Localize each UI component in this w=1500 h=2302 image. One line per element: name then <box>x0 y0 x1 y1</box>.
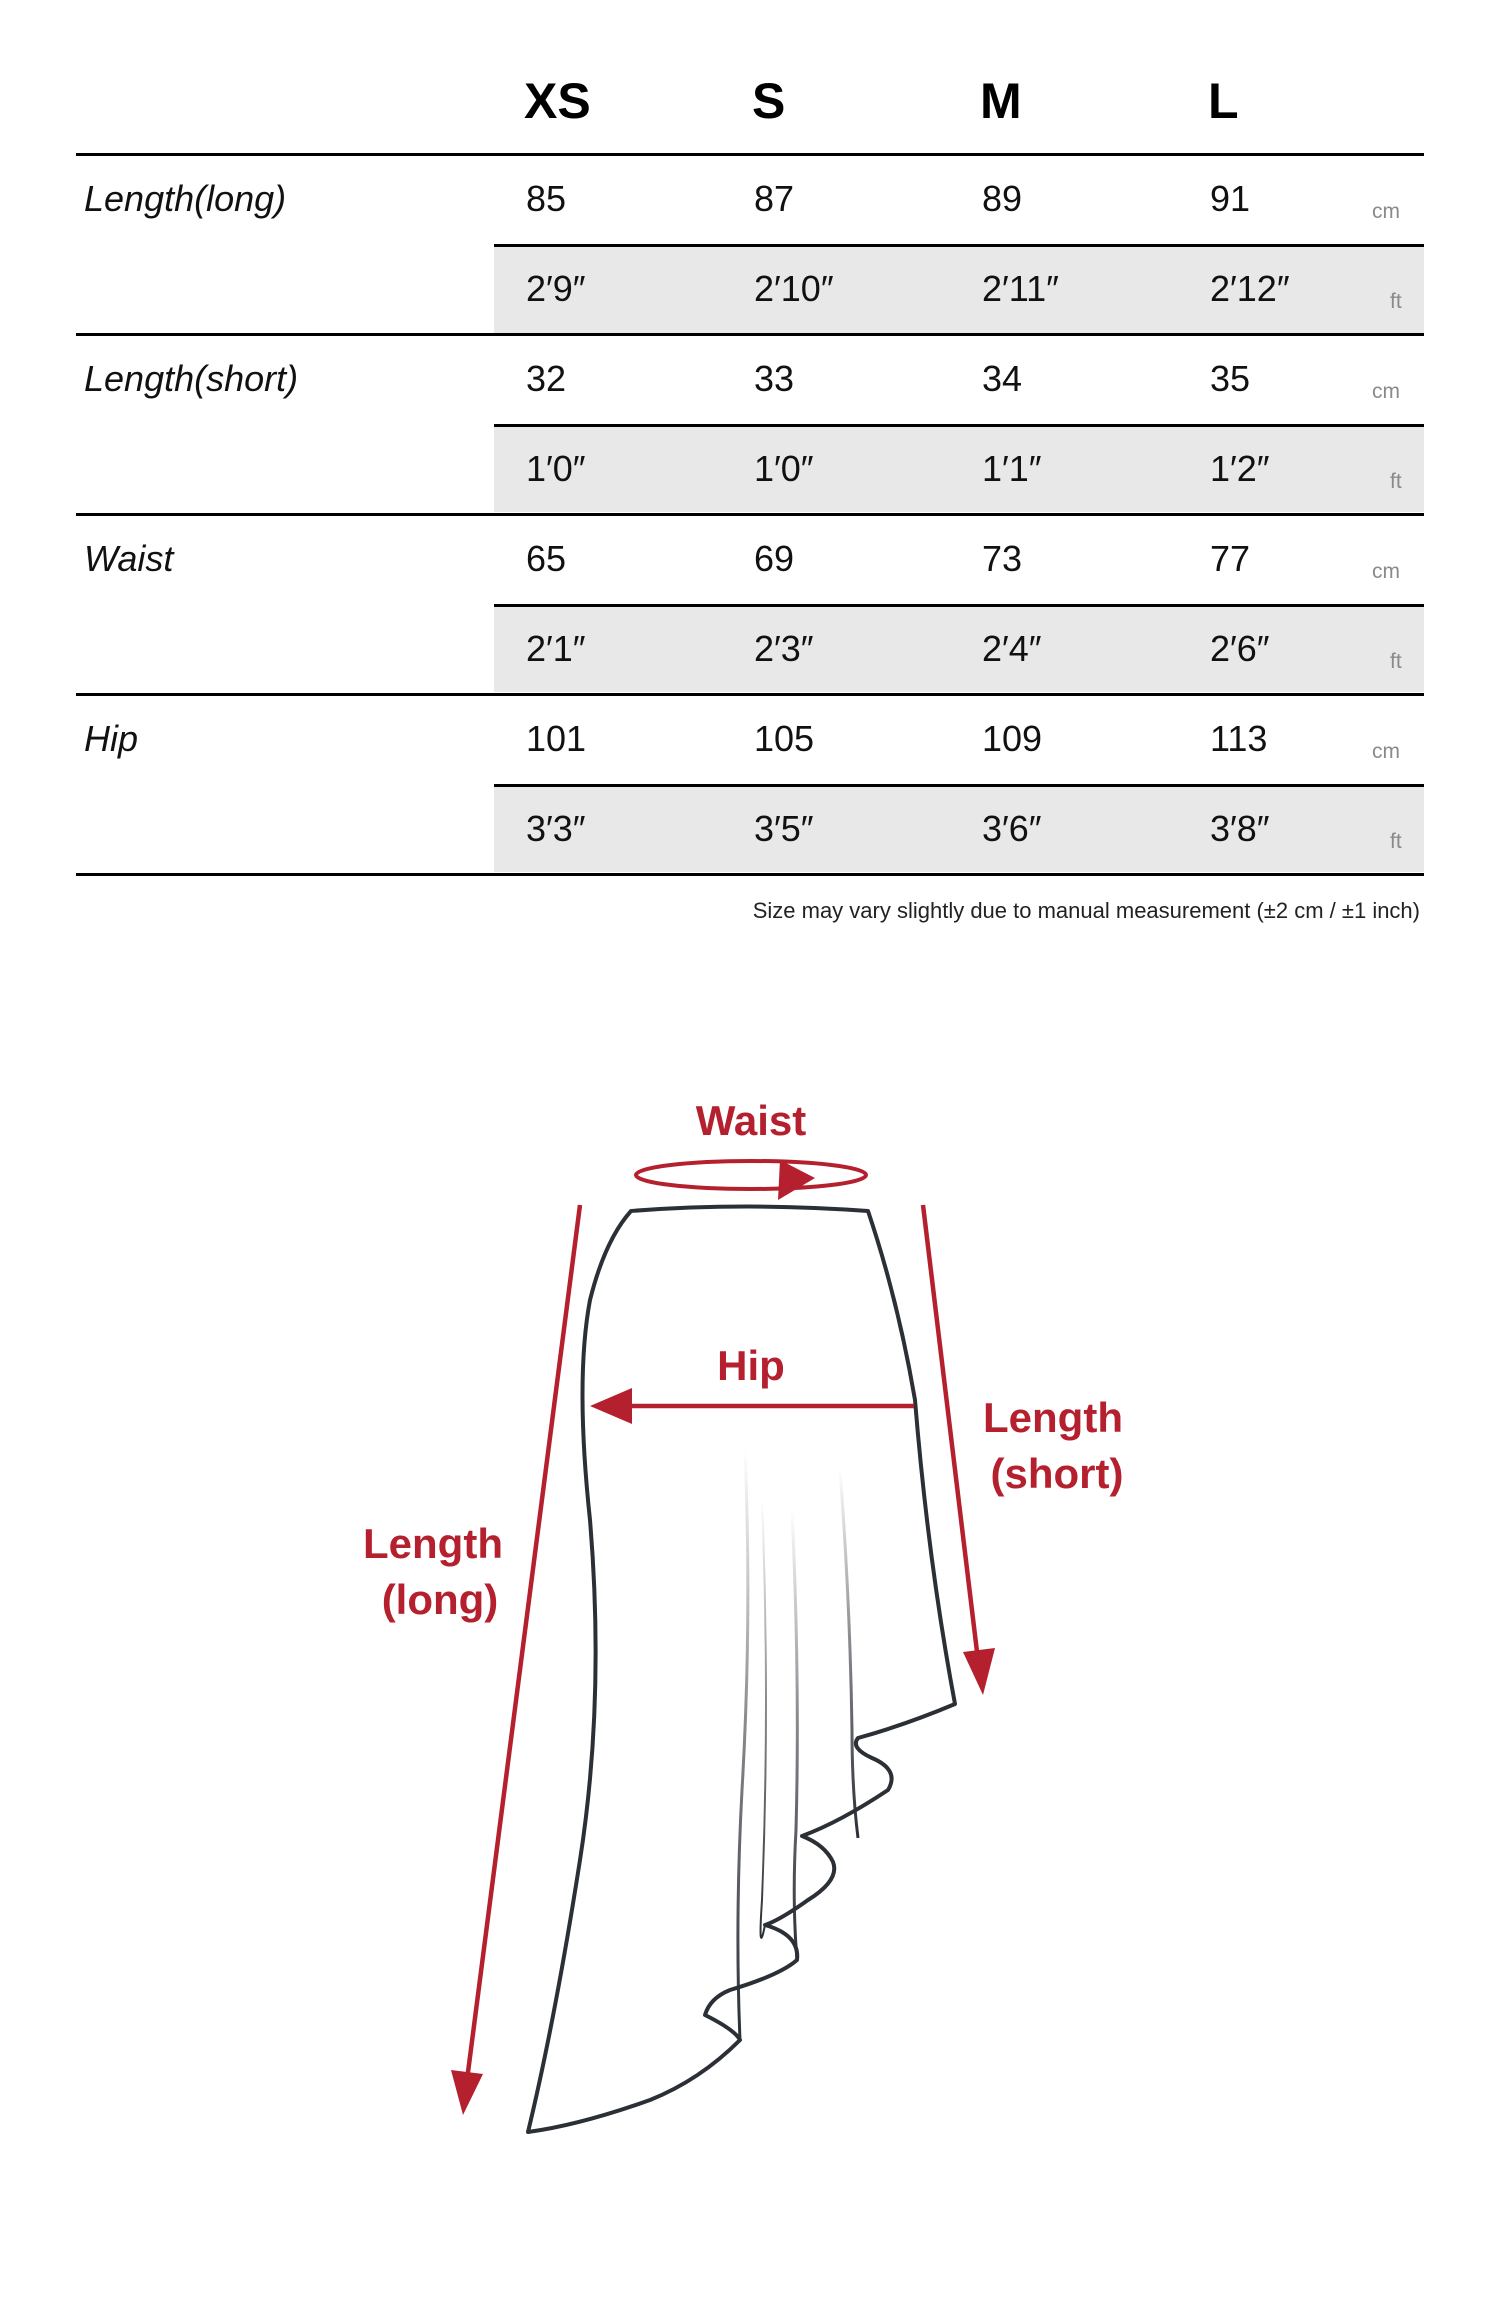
cell-cm: 109 <box>982 718 1043 759</box>
cell-ft: 1′2″ <box>1210 448 1270 489</box>
cell-ft: 1′1″ <box>982 448 1042 489</box>
cell-cm: 91 <box>1210 178 1251 219</box>
cell-ft: 1′0″ <box>526 448 586 489</box>
table-subrule <box>494 424 1424 427</box>
unit-cm: cm <box>1372 380 1400 403</box>
cell-cm: 33 <box>754 358 795 399</box>
length-long-label-line1: Length <box>363 1520 503 1567</box>
length-long-arrow-head <box>451 2070 483 2115</box>
cell-cm: 105 <box>754 718 815 759</box>
unit-cm: cm <box>1372 200 1400 223</box>
cell-ft: 2′11″ <box>982 268 1059 309</box>
size-header-s: S <box>752 73 786 129</box>
size-chart-table <box>0 0 1500 960</box>
table-rule <box>76 693 1424 696</box>
hip-label: Hip <box>717 1342 785 1389</box>
length-long-line <box>467 1205 580 2080</box>
cell-cm: 101 <box>526 718 587 759</box>
cell-cm: 73 <box>982 538 1023 579</box>
cell-ft: 3′6″ <box>982 808 1042 849</box>
cell-ft: 3′5″ <box>754 808 814 849</box>
unit-ft: ft <box>1390 650 1402 673</box>
waist-label: Waist <box>695 1097 807 1144</box>
cell-cm: 77 <box>1210 538 1251 579</box>
row-label-waist: Waist <box>84 538 174 579</box>
table-subrule <box>494 604 1424 607</box>
cell-cm: 89 <box>982 178 1023 219</box>
inch-row-background <box>494 785 1424 872</box>
cell-cm: 69 <box>754 538 795 579</box>
length-long-label-line2: (long) <box>381 1576 499 1623</box>
row-label-hip: Hip <box>84 718 139 759</box>
cell-cm: 34 <box>982 358 1023 399</box>
table-subrule <box>494 784 1424 787</box>
inch-row-background <box>494 425 1424 512</box>
unit-ft: ft <box>1390 290 1402 313</box>
inch-row-background <box>494 605 1424 692</box>
size-header-l: L <box>1208 73 1239 129</box>
table-rule <box>76 513 1424 516</box>
unit-cm: cm <box>1372 560 1400 583</box>
cell-ft: 2′4″ <box>982 628 1042 669</box>
cell-ft: 3′3″ <box>526 808 586 849</box>
measurement-note: Size may vary slightly due to manual measurement (±2 cm / ±1 inch) <box>752 898 1420 923</box>
cell-ft: 2′10″ <box>754 268 834 309</box>
cell-ft: 1′0″ <box>754 448 814 489</box>
size-header-xs: XS <box>524 73 591 129</box>
cell-cm: 87 <box>754 178 795 219</box>
cell-ft: 2′3″ <box>754 628 814 669</box>
cell-cm: 32 <box>526 358 567 399</box>
size-header-m: M <box>980 73 1022 129</box>
cell-ft: 2′12″ <box>1210 268 1290 309</box>
row-label-length-long: Length(long) <box>84 178 287 219</box>
cell-cm: 35 <box>1210 358 1251 399</box>
cell-ft: 3′8″ <box>1210 808 1270 849</box>
cell-cm: 65 <box>526 538 567 579</box>
length-short-label-line2: (short) <box>990 1450 1124 1497</box>
skirt-measurement-diagram <box>0 1060 1500 2260</box>
table-subrule <box>494 244 1424 247</box>
cell-cm: 85 <box>526 178 567 219</box>
unit-cm: cm <box>1372 740 1400 763</box>
cell-ft: 2′1″ <box>526 628 586 669</box>
table-rule <box>76 333 1424 336</box>
table-rule <box>76 153 1424 156</box>
unit-ft: ft <box>1390 470 1402 493</box>
cell-cm: 113 <box>1210 718 1268 759</box>
waist-arrow-head <box>778 1160 815 1200</box>
cell-ft: 2′9″ <box>526 268 586 309</box>
row-label-length-short: Length(short) <box>84 358 299 399</box>
table-rule <box>76 873 1424 876</box>
unit-ft: ft <box>1390 830 1402 853</box>
length-short-arrow-head <box>963 1648 995 1695</box>
cell-ft: 2′6″ <box>1210 628 1270 669</box>
length-short-label-line1: Length <box>983 1394 1123 1441</box>
waist-measure-ellipse <box>636 1161 866 1189</box>
